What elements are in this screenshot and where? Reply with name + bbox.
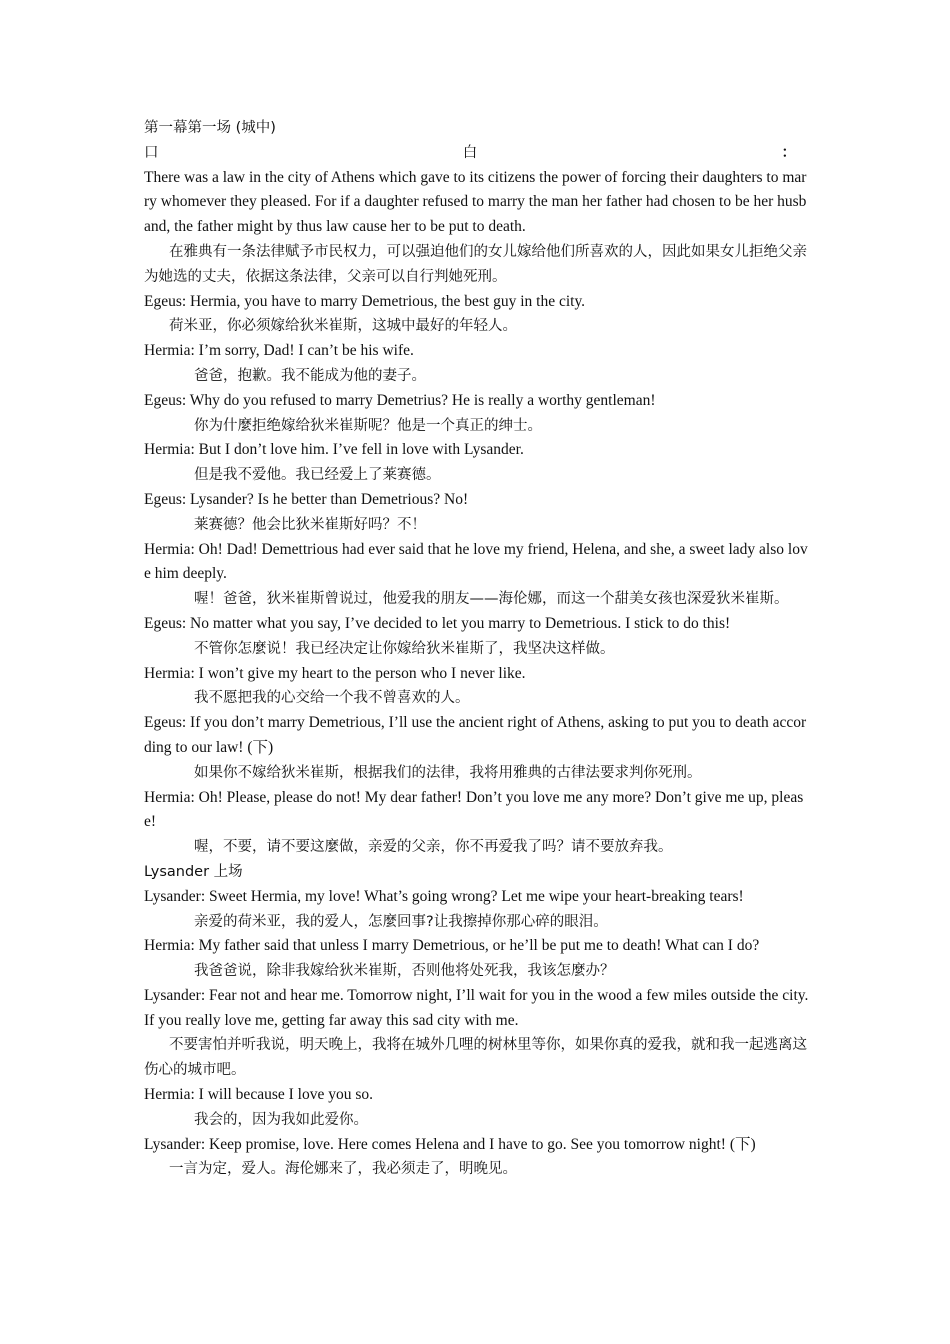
dialogue-line-english: Egeus: Hermia, you have to marry Demetrious, the best guy in the city. [144,292,586,310]
dialogue-line-chinese: 如果你不嫁给狄米崔斯，根据我们的法律，我将用雅典的古律法要求判你死刑。 [194,764,702,781]
dialogue-line-chinese: 一言为定，爱人。海伦娜来了，我必须走了，明晚见。 [169,1161,517,1178]
dialogue-line-chinese: 爸爸，抱歉。我不能成为他的妻子。 [194,367,426,384]
dialogue-line-english: Hermia: I’m sorry, Dad! I can’t be his wife. [144,342,414,360]
dialogue-line-english: Hermia: Oh! Please, please do not! My dear father! Don’t you love me any more? Don’t give me up, please! [144,788,804,831]
dialogue-line-english: Egeus: If you don’t marry Demetrious, I’ll use the ancient right of Athens, asking to put you to death according to our law! (下) [144,714,807,756]
narration-chinese: 在雅典有一条法律赋予市民权力，可以强迫他们的女儿嫁给他们所喜欢的人，因此如果女儿拒绝父亲为她选的丈夫，依据这条法律，父亲可以自行判她死刑。 [144,243,807,285]
dialogue-line-english: Egeus: No matter what you say, I’ve decided to let you marry to Demetrious. I stick to do this! [144,614,731,632]
narration-label-mid: 白 [462,144,478,161]
narration-label-left: 口 [144,144,159,161]
dialogue-line-english: Egeus: Lysander? Is he better than Demetrious? No! [144,490,469,508]
dialogue-line-chinese: 你为什麼拒绝嫁给狄米崔斯呢？他是一个真正的绅士。 [194,417,542,434]
dialogue-line-chinese: 荷米亚，你必须嫁给狄米崔斯，这城中最好的年轻人。 [169,318,517,335]
narration-english: There was a law in the city of Athens which gave to its citizens the power of forcing their daughters to marry whomever they pleased. For if a daughter refused to marry the man her father had chosen to be her husband, the father might by thus law cause her to be put to death. [144,168,807,236]
dialogue-line-english: Hermia: But I don’t love him. I’ve fell in love with Lysander. [144,441,524,459]
dialogue-line-chinese: 我会的，因为我如此爱你。 [194,1111,368,1128]
dialogue-line-chinese: 不管你怎麼说！我已经决定让你嫁给狄米崔斯了，我坚决这样做。 [194,640,615,657]
scene-heading: 第一幕第一场 (城中) [144,120,276,136]
dialogue-line-chinese: 喔！爸爸，狄米崔斯曾说过，他爱我的朋友——海伦娜，而这一个甜美女孩也深爱狄米崔斯。 [194,591,789,608]
dialogue-line-english: Lysander: Sweet Hermia, my love! What’s going wrong? Let me wipe your heart-breaking tears! [144,887,744,905]
dialogue-line-chinese: 我不愿把我的心交给一个我不曾喜欢的人。 [194,690,470,707]
dialogue-line-chinese: 喔，不要，请不要这麼做，亲爱的父亲，你不再爱我了吗？请不要放弃我。 [194,839,673,856]
stage-direction: Lysander 上场 [144,863,243,880]
dialogue-line-chinese: 但是我不爱他。我已经爱上了莱赛德。 [194,467,441,484]
dialogue-line-english: Hermia: I won’t give my heart to the person who I never like. [144,664,526,682]
dialogue-line-chinese: 亲爱的荷米亚，我的爱人，怎麼回事?让我擦掉你那心碎的眼泪。 [194,913,608,930]
dialogue-line-chinese: 莱赛德？他会比狄米崔斯好吗？不！ [194,516,426,533]
dialogue-line-english: Hermia: My father said that unless I marry Demetrious, or he’ll be put me to death! What can I do? [144,937,760,955]
dialogue-line-english: Hermia: I will because I love you so. [144,1086,373,1104]
dialogue-line-english: Lysander: Fear not and hear me. Tomorrow night, I’ll wait for you in the wood a few miles outside the city. If you really love me, getting far away this sad city with me. [144,986,809,1029]
dialogue-line-chinese: 不要害怕并听我说，明天晚上，我将在城外几哩的树林里等你，如果你真的爱我，就和我一起逃离这伤心的城市吧。 [144,1037,807,1079]
dialogue-line-english: Hermia: Oh! Dad! Demettrious had ever said that he love my friend, Helena, and she, a sweet lady also love him deeply. [144,540,808,583]
narration-label-right: ： [781,144,796,161]
dialogue-line-chinese: 我爸爸说，除非我嫁给狄米崔斯，否则他将处死我，我该怎麼办？ [194,963,615,980]
script-body [144,116,810,1182]
dialogue-line-english: Egeus: Why do you refused to marry Demetrius? He is really a worthy gentleman! [144,391,656,409]
dialogue-line-english: Lysander: Keep promise, love. Here comes Helena and I have to go. See you tomorrow night! (下) [144,1135,756,1153]
narration-label [144,141,796,166]
